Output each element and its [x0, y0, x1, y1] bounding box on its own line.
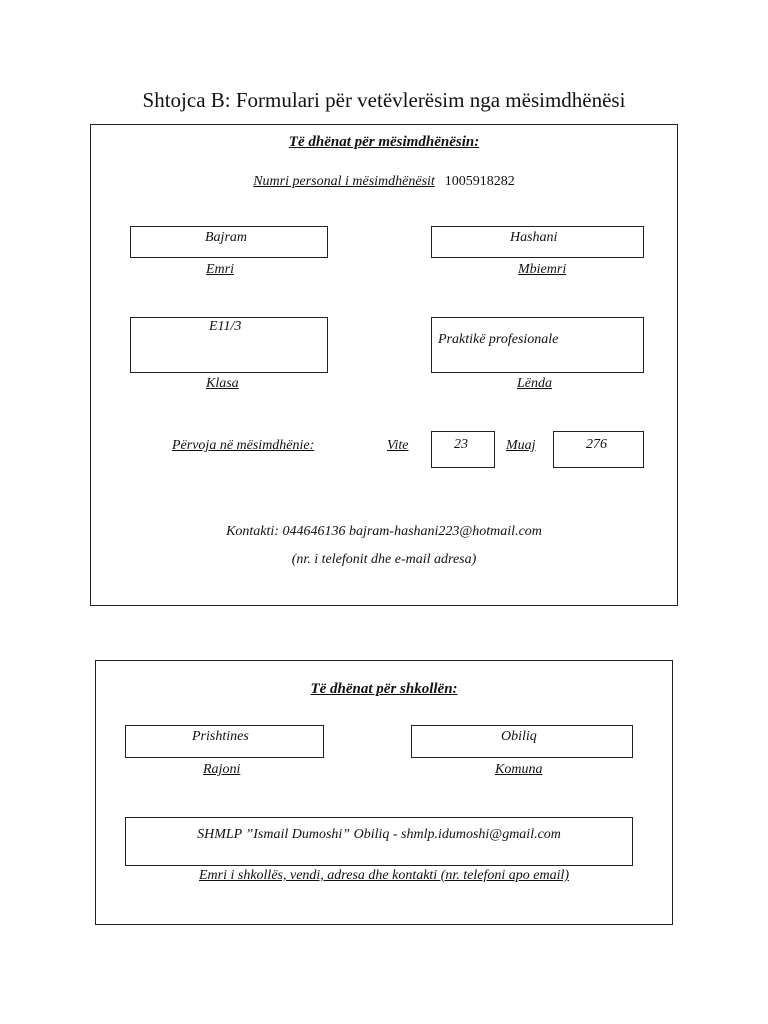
personal-number-value: 1005918282 — [444, 174, 515, 189]
last-name-field[interactable] — [431, 226, 644, 258]
region-value: Prishtines — [192, 729, 249, 744]
last-name-value: Hashani — [510, 230, 558, 245]
subject-field[interactable] — [431, 317, 644, 373]
months-field[interactable] — [553, 431, 644, 468]
class-label: Klasa — [206, 376, 239, 391]
school-info-field[interactable] — [125, 817, 633, 866]
experience-label: Përvoja në mësimdhënie: — [172, 438, 315, 453]
school-heading: Të dhënat për shkollën: — [310, 681, 458, 697]
years-value: 23 — [454, 437, 468, 452]
region-label: Rajoni — [203, 762, 241, 777]
first-name-label: Emri — [206, 262, 234, 277]
school-panel — [95, 660, 673, 925]
last-name-label: Mbiemri — [518, 262, 567, 277]
first-name-value: Bajram — [205, 230, 247, 245]
school-info-value: SHMLP ”Ismail Dumoshi” Obiliq - shmlp.idumoshi@gmail.com — [197, 827, 561, 842]
teacher-heading: Të dhënat për mësimdhënësin: — [288, 134, 480, 150]
class-value: E11/3 — [209, 319, 242, 334]
years-field[interactable] — [431, 431, 495, 468]
months-value: 276 — [586, 437, 607, 452]
first-name-field[interactable] — [130, 226, 328, 258]
years-label: Vite — [387, 438, 409, 453]
contact-text: Kontakti: 044646136 bajram-hashani223@hotmail.com — [226, 524, 542, 539]
personal-number-row — [90, 172, 678, 190]
subject-value: Praktikë profesionale — [438, 332, 559, 347]
contact-note: (nr. i telefonit dhe e-mail adresa) — [291, 552, 477, 567]
subject-label: Lënda — [517, 376, 552, 391]
municipality-field[interactable] — [411, 725, 633, 758]
municipality-value: Obiliq — [501, 729, 537, 744]
school-info-label: Emri i shkollës, vendi, adresa dhe kontakti (nr. telefoni apo email) — [198, 868, 570, 883]
page-title: Shtojca B: Formulari për vetëvlerësim nga mësimdhënësi — [142, 88, 626, 112]
months-label: Muaj — [506, 438, 536, 453]
region-field[interactable] — [125, 725, 324, 758]
personal-number-label: Numri personal i mësimdhënësit — [253, 174, 435, 189]
municipality-label: Komuna — [495, 762, 543, 777]
class-field[interactable] — [130, 317, 328, 373]
